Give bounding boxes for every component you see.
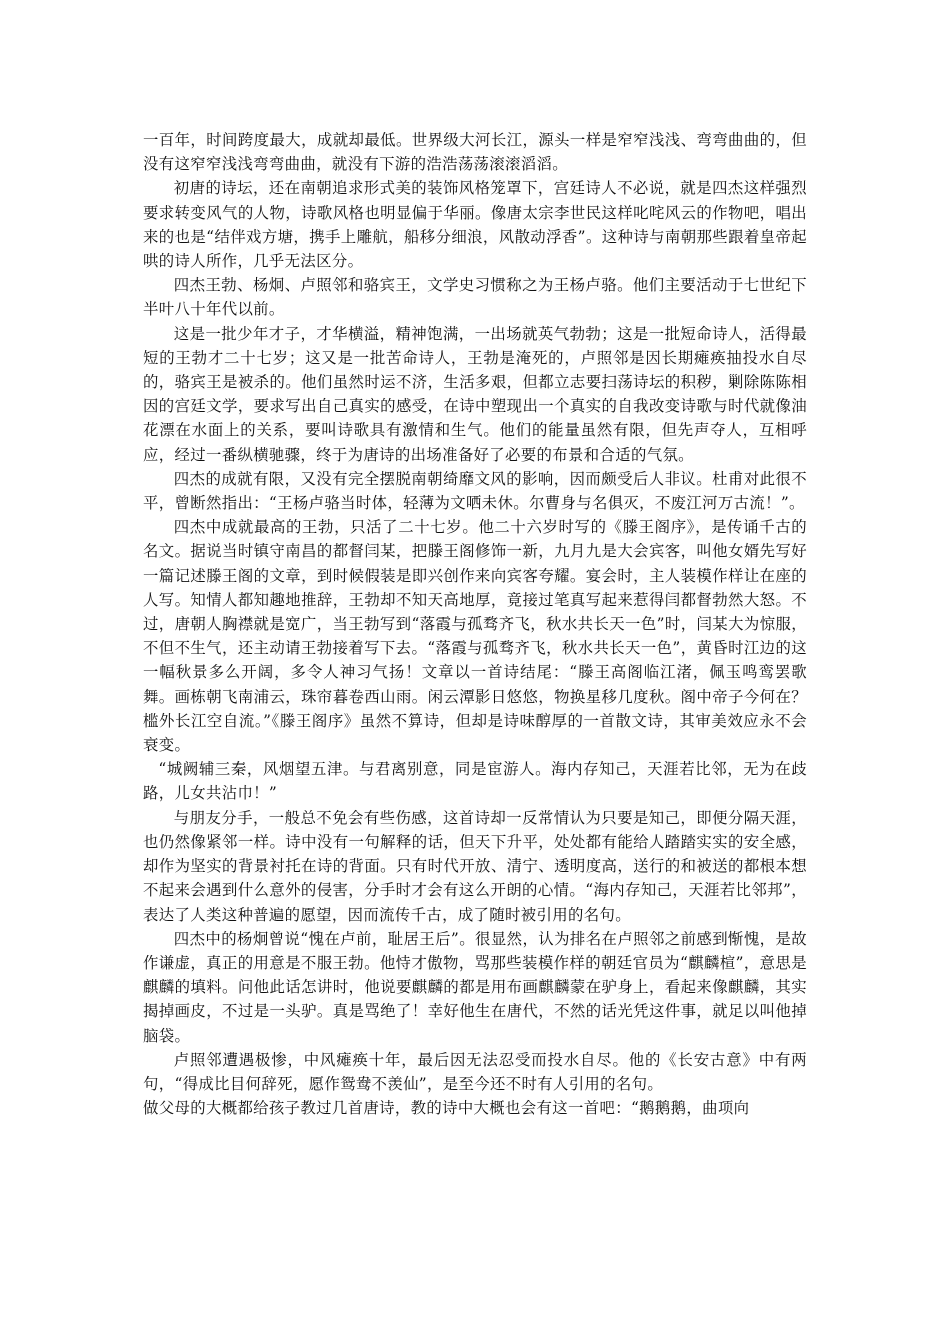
quoted-poem: “城阙辅三秦，风烟望五津。与君离别意，同是宦游人。海内存知己，天涯若比邻，无为在歧路，儿女共沾巾！”: [143, 760, 807, 803]
paragraph-8: 与朋友分手，一般总不免会有些伤感，这首诗却一反常情认为只要是知己，即便分隔天涯，也仍然像紧邻一样。诗中没有一句解释的话，但天下升平，处处都有能给人踏踏实实的安全感，却作为坚实的背景衬托在诗的背面。只有时代开放、清宁、透明度高，送行的和被送的都根本想不起来会遇到什么意外的侵害，分手时才会有这么开朗的心情。“海内存知己，天涯若比邻邦”，表达了人类这种普遍的愿望，因而流传千古，成了随时被引用的名句。: [143, 808, 807, 924]
paragraph-5: 四杰的成就有限，又没有完全摆脱南朝绮靡文风的影响，因而颇受后人非议。杜甫对此很不平，曾断然指出：“王杨卢骆当时体，轻薄为文哂未休。尔曹身与名俱灭，不废江河万古流！”。: [143, 469, 807, 513]
paragraph-3: 四杰王勃、杨炯、卢照邻和骆宾王，文学史习惯称之为王杨卢骆。他们主要活动于七世纪下半叶八十年代以前。: [143, 276, 807, 319]
paragraph-10: 卢照邻遭遇极惨，中风瘫痪十年，最后因无法忍受而投水自尽。他的《长安古意》中有两句，“得成比目何辞死，愿作鸳鸯不羡仙”，是至今还不时有人引用的名句。: [143, 1050, 807, 1093]
paragraph-2: 初唐的诗坛，还在南朝追求形式美的装饰风格笼罩下，宫廷诗人不必说，就是四杰这样强烈要求转变风气的人物，诗歌风格也明显偏于华丽。像唐太宗李世民这样叱咤风云的作物吧，唱出来的也是“结伴戏方塘，携手上雕航，船移分细浪，风散动浮香”。这种诗与南朝那些跟着皇帝起哄的诗人所作，几乎无法区分。: [143, 179, 807, 271]
paragraph-11: 做父母的大概都给孩子教过几首唐诗，教的诗中大概也会有这一首吧：“鹅鹅鹅，曲项向: [143, 1099, 750, 1118]
paragraph-1: 一百年，时间跨度最大，成就却最低。世界级大河长江，源头一样是窄窄浅浅、弯弯曲曲的，但没有这窄窄浅浅弯弯曲曲，就没有下游的浩浩荡荡滚滚滔滔。: [143, 131, 807, 174]
paragraph-9: 四杰中的杨炯曾说“愧在卢前，耻居王后”。很显然，认为排名在卢照邻之前感到惭愧，是故作谦虚，真正的用意是不服王勃。他恃才傲物，骂那些装模作样的朝廷官员为“麒麟楦”，意思是麒麟的填料。问他此话怎讲时，他说要麒麟的都是用布画麒麟蒙在驴身上，看起来像麒麟，其实揭掉画皮，不过是一头驴。真是骂绝了！幸好他生在唐代，不然的话光凭这件事，就足以叫他掉脑袋。: [143, 929, 807, 1045]
paragraph-4: 这是一批少年才子，才华横溢，精神饱满，一出场就英气勃勃；这是一批短命诗人，活得最短的王勃才二十七岁；这又是一批苦命诗人，王勃是淹死的，卢照邻是因长期瘫痪抽投水自尽的，骆宾王是被杀的。他们虽然时运不济，生活多艰，但都立志要扫荡诗坛的积秽，剿除陈陈相因的宫廷文学，要求写出自己真实的感受，在诗中塑现出一个真实的自我改变诗歌与时代就像油花漂在水面上的关系，要叫诗歌具有激情和生气。他们的能量虽然有限，但先声夺人，互相呼应，经过一番纵横驰骤，终于为唐诗的出场准备好了必要的布景和合适的气氛。: [143, 324, 807, 464]
paragraph-6: 四杰中成就最高的王勃，只活了二十七岁。他二十六岁时写的《滕王阁序》，是传诵千古的名文。据说当时镇守南昌的都督闫某，把滕王阁修饰一新，九月九是大会宾客，叫他女婿先写好一篇记述滕王阁的文章，到时候假装是即兴创作来向宾客夸耀。宴会时，主人装模作样让在座的人写。知情人都知趣地推辞，王勃却不知天高地厚，竟接过笔真写起来惹得闫都督勃然大怒。不过，唐朝人胸襟就是宽广，当王勃写到“落霞与孤骛齐飞，秋水共长天一色”时，闫某大为惊服，不但不生气，还主动请王勃接着写下去。“落霞与孤骛齐飞，秋水共长天一色”，黄昏时江边的这一幅秋景多么开阔，多令人神习气扬！文章以一首诗结尾：“滕王高阁临江渚，佩玉鸣鸾罢歌舞。画栋朝飞南浦云，珠帘暮卷西山雨。闲云潭影日悠悠，物换星移几度秋。阁中帝子今何在？槛外长江空自流。”《滕王阁序》虽然不算诗，但却是诗味醇厚的一首散文诗，其审美效应永不会衰变。: [143, 518, 807, 755]
document-page: [143, 128, 807, 1120]
